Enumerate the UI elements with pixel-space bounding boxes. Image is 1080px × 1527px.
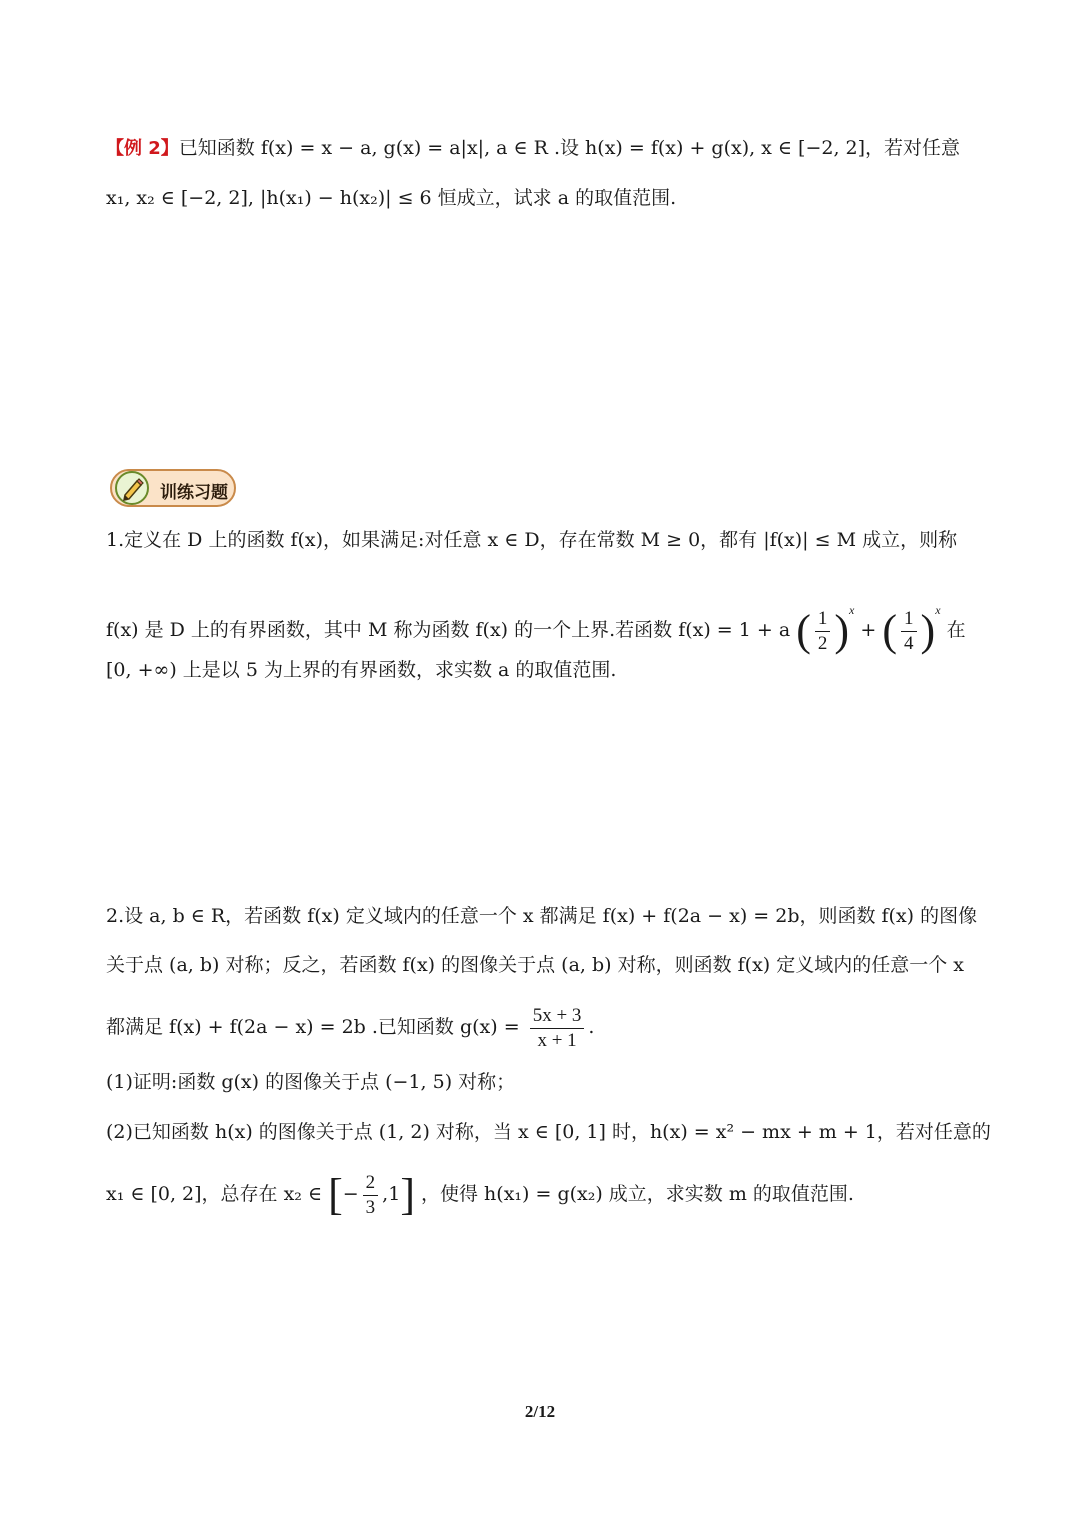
- g-num: 5x + 3: [530, 1004, 585, 1029]
- exponent-2: x: [935, 603, 941, 617]
- g-den: x + 1: [537, 1029, 577, 1051]
- problem2-line-2: 关于点 (a, b) 对称；反之，若函数 f(x) 的图像关于点 (a, b) 对称，则函数 f(x) 定义域内的任意一个 x: [106, 954, 965, 976]
- problem2-line3-post: .: [588, 1016, 595, 1038]
- problem2-line3-pre: 都满足 f(x) + f(2a − x) = 2b .已知函数 g(x) =: [106, 1016, 520, 1038]
- problem1-line2-post: 在: [946, 619, 966, 641]
- example-line-1: [106, 134, 960, 163]
- int-den: 3: [365, 1196, 376, 1218]
- paren-open-1: (: [796, 606, 811, 655]
- fraction-one-quarter: [901, 607, 917, 656]
- paren-close-1: ): [834, 606, 850, 655]
- problem2-part-2: (2)已知函数 h(x) 的图像关于点 (1, 2) 对称，当 x ∈ [0, 1] 时，h(x) = x² − mx + m + 1，若对任意的: [106, 1121, 991, 1143]
- interval-sign: −: [342, 1183, 359, 1205]
- problem1-line-1: 1.定义在 D 上的函数 f(x)，如果满足:对任意 x ∈ D，存在常数 M ≥ 0，都有 |f(x)| ≤ M 成立，则称: [106, 529, 958, 551]
- page-number: 2/12: [524, 1402, 556, 1421]
- example-tag: 【例 2】: [106, 138, 179, 159]
- problem1-line2-pre: f(x) 是 D 上的有界函数，其中 M 称为函数 f(x) 的一个上界.若函数 f(x) = 1 + a: [106, 619, 791, 641]
- plus-sign: +: [860, 619, 877, 641]
- frac1-den: 2: [817, 632, 828, 654]
- bracket-close: ]: [400, 1170, 415, 1219]
- fraction-one-half: [815, 607, 831, 656]
- interval-rest: ,1: [382, 1183, 401, 1205]
- paren-close-2: ): [920, 606, 936, 655]
- problem2-line-6: [106, 1166, 854, 1222]
- badge-label: 训练习题: [160, 483, 228, 503]
- frac1-num: 1: [815, 607, 831, 632]
- problem2-part-1: (1)证明:函数 g(x) 的图像关于点 (−1, 5) 对称；: [106, 1071, 516, 1093]
- example-line-2: x₁, x₂ ∈ [−2, 2], |h(x₁) − h(x₂)| ≤ 6 恒成立，试求 a 的取值范围.: [106, 187, 677, 209]
- problem2-line-3: [106, 1000, 594, 1054]
- problem2-line6-post: ，使得 h(x₁) = g(x₂) 成立，求实数 m 的取值范围.: [421, 1183, 854, 1205]
- problem2-line6-pre: x₁ ∈ [0, 2]，总存在 x₂ ∈: [106, 1183, 323, 1205]
- example-text-1: 已知函数 f(x) = x − a, g(x) = a|x|, a ∈ R .设 h(x) = f(x) + g(x), x ∈ [−2, 2]，若对任意: [178, 137, 961, 159]
- bracket-open: [: [328, 1170, 343, 1219]
- problem2-line-1: 2.设 a, b ∈ R，若函数 f(x) 定义域内的任意一个 x 都满足 f(x) + f(2a − x) = 2b，则函数 f(x) 的图像: [106, 905, 978, 927]
- exercise-badge: [110, 469, 236, 507]
- frac2-num: 1: [901, 607, 917, 632]
- interval-fraction: [363, 1171, 379, 1220]
- frac2-den: 4: [904, 632, 914, 654]
- g-fraction: [530, 1004, 585, 1053]
- pencil-icon: [115, 471, 149, 505]
- problem1-line-2: [106, 582, 966, 658]
- problem1-line-3: [0, +∞) 上是以 5 为上界的有界函数，求实数 a 的取值范围.: [106, 659, 617, 681]
- paren-open-2: (: [882, 606, 898, 655]
- exponent-1: x: [849, 603, 855, 617]
- int-num: 2: [363, 1171, 379, 1196]
